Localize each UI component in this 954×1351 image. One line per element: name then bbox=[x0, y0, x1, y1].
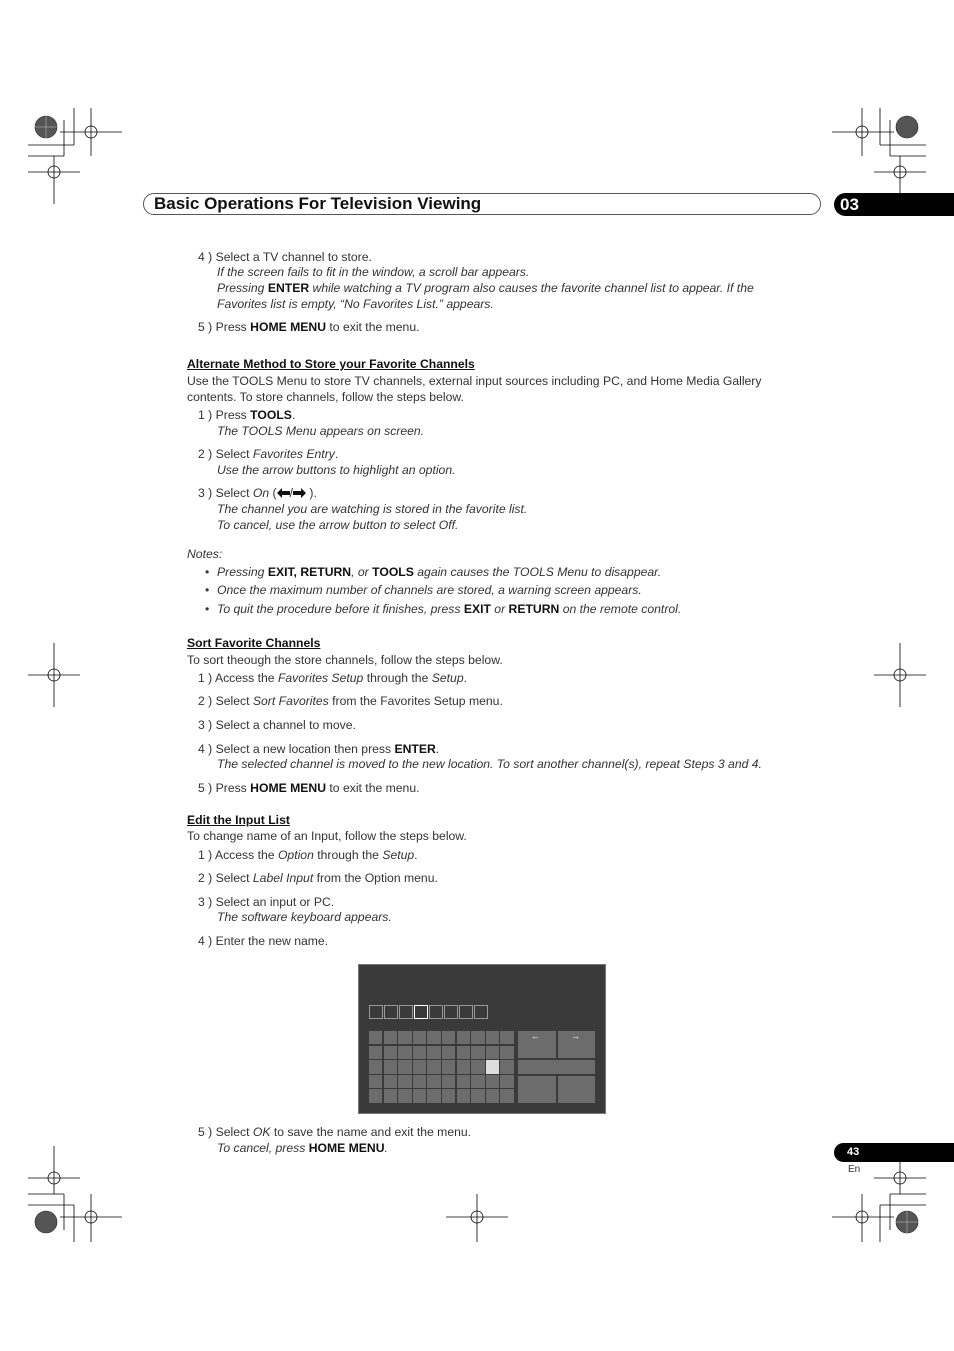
edit-step-1: 1 ) Access the Option through the Setup. bbox=[198, 848, 418, 862]
keyboard-key bbox=[413, 1060, 426, 1073]
sort-step-4-note: The selected channel is moved to the new location. To sort another channel(s), repeat Steps 3 and 4. bbox=[217, 757, 762, 771]
step-5: 5 ) Press HOME MENU to exit the menu. bbox=[198, 320, 420, 334]
note-3: To quit the procedure before it finishes, press EXIT or RETURN on the remote control. bbox=[217, 602, 682, 616]
sort-step-5: 5 ) Press HOME MENU to exit the menu. bbox=[198, 781, 420, 795]
alt-step-1-note: The TOOLS Menu appears on screen. bbox=[217, 424, 425, 438]
keyboard-key bbox=[369, 1031, 382, 1044]
keyboard-key bbox=[471, 1060, 484, 1073]
keyboard-key bbox=[471, 1089, 484, 1102]
left-arrow-icon bbox=[277, 488, 290, 498]
name-slot bbox=[399, 1005, 413, 1019]
edit-step-5-note: To cancel, press HOME MENU. bbox=[217, 1141, 388, 1155]
keyboard-key bbox=[500, 1060, 513, 1073]
keyboard-key bbox=[398, 1060, 411, 1073]
edit-step-3: 3 ) Select an input or PC. bbox=[198, 895, 335, 909]
right-arrow-icon bbox=[293, 488, 306, 498]
sort-step-3: 3 ) Select a channel to move. bbox=[198, 718, 356, 732]
keyboard-key bbox=[442, 1031, 455, 1044]
keyboard-key bbox=[384, 1031, 397, 1044]
keyboard-key bbox=[486, 1089, 499, 1102]
keyboard-key bbox=[500, 1089, 513, 1102]
keyboard-key bbox=[398, 1075, 411, 1088]
notes-label: Notes: bbox=[187, 547, 223, 561]
note-2: Once the maximum number of channels are stored, a warning screen appears. bbox=[217, 583, 642, 597]
cursor-left-label: ← bbox=[531, 1031, 540, 1041]
name-slot bbox=[474, 1005, 488, 1019]
keyboard-key bbox=[369, 1060, 382, 1073]
edit-step-4: 4 ) Enter the new name. bbox=[198, 934, 329, 948]
keyboard-key bbox=[427, 1046, 440, 1059]
alt-step-3: 3 ) Select On ( / ). bbox=[198, 486, 317, 500]
keyboard-key bbox=[442, 1046, 455, 1059]
name-slot bbox=[369, 1005, 383, 1019]
page-number: 43 bbox=[847, 1146, 860, 1158]
name-slot bbox=[459, 1005, 473, 1019]
alt-intro-1: Use the TOOLS Menu to store TV channels, external input sources including PC, and Home Media Gallery bbox=[187, 374, 762, 388]
keyboard-key bbox=[500, 1046, 513, 1059]
function-key-row-2 bbox=[518, 1060, 595, 1074]
keyboard-key bbox=[413, 1089, 426, 1102]
keyboard-key bbox=[427, 1089, 440, 1102]
section-heading-sort: Sort Favorite Channels bbox=[187, 636, 321, 650]
cursor-left-key bbox=[518, 1031, 556, 1058]
keyboard-key bbox=[457, 1089, 470, 1102]
step-4-note-1: If the screen fails to fit in the window, a scroll bar appears. bbox=[217, 265, 530, 279]
note-bullet-2: • bbox=[205, 583, 210, 597]
keyboard-key bbox=[500, 1031, 513, 1044]
keyboard-key bbox=[413, 1031, 426, 1044]
keyboard-key bbox=[384, 1060, 397, 1073]
name-slot bbox=[429, 1005, 443, 1019]
chapter-number: 03 bbox=[840, 195, 859, 214]
keyboard-key bbox=[427, 1075, 440, 1088]
keyboard-key bbox=[369, 1046, 382, 1059]
alt-step-2-note: Use the arrow buttons to highlight an option. bbox=[217, 463, 456, 477]
keyboard-key bbox=[413, 1075, 426, 1088]
keyboard-key bbox=[457, 1031, 470, 1044]
function-key-row-3-left bbox=[518, 1076, 556, 1103]
page-header-title: Basic Operations For Television Viewing bbox=[154, 194, 482, 213]
alt-step-3-note-2: To cancel, use the arrow button to select Off. bbox=[217, 518, 459, 532]
software-keyboard-screen bbox=[358, 964, 606, 1114]
keyboard-key bbox=[369, 1075, 382, 1088]
keyboard-key bbox=[398, 1031, 411, 1044]
keyboard-key bbox=[442, 1075, 455, 1088]
section-heading-edit: Edit the Input List bbox=[187, 813, 290, 827]
sort-step-1: 1 ) Access the Favorites Setup through the Setup. bbox=[198, 671, 467, 685]
edit-step-5: 5 ) Select OK to save the name and exit the menu. bbox=[198, 1125, 472, 1139]
keyboard-key bbox=[457, 1046, 470, 1059]
cursor-right-label: → bbox=[571, 1031, 580, 1041]
keyboard-key bbox=[369, 1089, 382, 1102]
sort-step-4: 4 ) Select a new location then press ENTER. bbox=[198, 742, 440, 756]
sort-step-2: 2 ) Select Sort Favorites from the Favorites Setup menu. bbox=[198, 694, 503, 708]
edit-intro: To change name of an Input, follow the steps below. bbox=[187, 829, 467, 843]
keyboard-key bbox=[427, 1060, 440, 1073]
keyboard-key bbox=[471, 1075, 484, 1088]
cursor-right-key bbox=[558, 1031, 595, 1058]
keyboard-key bbox=[442, 1089, 455, 1102]
keyboard-key bbox=[471, 1046, 484, 1059]
keyboard-key bbox=[471, 1031, 484, 1044]
edit-step-2: 2 ) Select Label Input from the Option menu. bbox=[198, 871, 438, 885]
note-1: Pressing EXIT, RETURN, or TOOLS again causes the TOOLS Menu to disappear. bbox=[217, 565, 662, 579]
alt-step-1: 1 ) Press TOOLS. bbox=[198, 408, 296, 422]
section-heading-alternate: Alternate Method to Store your Favorite Channels bbox=[187, 357, 475, 371]
keyboard-key bbox=[486, 1046, 499, 1059]
keyboard-key bbox=[486, 1031, 499, 1044]
sort-intro: To sort theough the store channels, follow the steps below. bbox=[187, 653, 503, 667]
keyboard-key bbox=[384, 1075, 397, 1088]
keyboard-key bbox=[442, 1060, 455, 1073]
function-key-row-3-right bbox=[558, 1076, 595, 1103]
note-bullet-1: • bbox=[205, 565, 210, 579]
keyboard-key bbox=[500, 1075, 513, 1088]
keyboard-key bbox=[398, 1089, 411, 1102]
alt-intro-2: contents. To store channels, follow the steps below. bbox=[187, 390, 464, 404]
name-slot bbox=[414, 1005, 428, 1019]
keyboard-key bbox=[486, 1075, 499, 1088]
name-slot bbox=[444, 1005, 458, 1019]
alt-step-2: 2 ) Select Favorites Entry. bbox=[198, 447, 339, 461]
keyboard-key-selected bbox=[486, 1060, 499, 1073]
edit-step-3-note: The software keyboard appears. bbox=[217, 910, 392, 924]
step-4-note-2: Pressing ENTER while watching a TV program also causes the favorite channel list to appear. If the bbox=[217, 281, 754, 295]
keyboard-key bbox=[413, 1046, 426, 1059]
note-bullet-3: • bbox=[205, 602, 210, 616]
keyboard-key bbox=[457, 1075, 470, 1088]
alt-step-3-note-1: The channel you are watching is stored in the favorite list. bbox=[217, 502, 528, 516]
keyboard-key bbox=[384, 1046, 397, 1059]
keyboard-key bbox=[427, 1031, 440, 1044]
step-4: 4 ) Select a TV channel to store. bbox=[198, 250, 372, 264]
page-language: En bbox=[848, 1164, 861, 1175]
keyboard-key bbox=[457, 1060, 470, 1073]
keyboard-key bbox=[384, 1089, 397, 1102]
step-4-note-3: Favorites list is empty, “No Favorites List.” appears. bbox=[217, 297, 494, 311]
name-slot bbox=[384, 1005, 398, 1019]
keyboard-key bbox=[398, 1046, 411, 1059]
